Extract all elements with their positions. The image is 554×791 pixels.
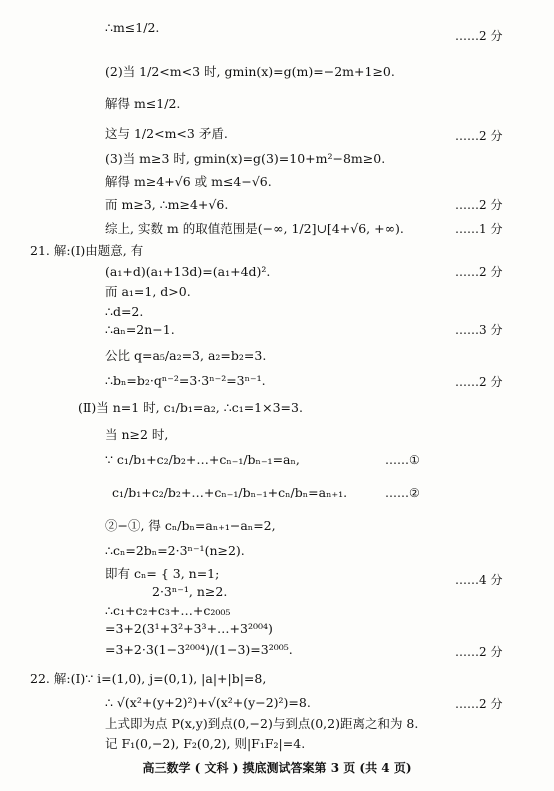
text-line: 当 n≥2 时, bbox=[105, 427, 169, 442]
text-line: =3+2·3(1−3²⁰⁰⁴)/(1−3)=3²⁰⁰⁵. bbox=[105, 642, 293, 657]
score-label: ……4 分 bbox=[455, 573, 503, 587]
text-line: ∴c₁+c₂+c₃+…+c₂₀₀₅ bbox=[105, 603, 231, 618]
score-label: ……2 分 bbox=[455, 265, 503, 279]
text-line: 综上, 实数 m 的取值范围是(−∞, 1/2]∪[4+√6, +∞). bbox=[105, 221, 404, 236]
text-line: ∴cₙ=2bₙ=2·3ⁿ⁻¹(n≥2). bbox=[105, 543, 245, 558]
text-line: (3)当 m≥3 时, gmin(x)=g(3)=10+m²−8m≥0. bbox=[105, 151, 386, 166]
score-label: ……2 分 bbox=[455, 697, 503, 711]
equation-marker: ……① bbox=[385, 453, 420, 467]
score-label: ……1 分 bbox=[455, 222, 503, 236]
text-line: ∴aₙ=2n−1. bbox=[105, 322, 175, 337]
score-label: ……2 分 bbox=[455, 198, 503, 212]
text-line: ②−①, 得 cₙ/bₙ=aₙ₊₁−aₙ=2, bbox=[105, 518, 276, 533]
text-line: 这与 1/2<m<3 矛盾. bbox=[105, 126, 228, 141]
text-line: ∴m≤1/2. bbox=[105, 20, 160, 35]
text-line: 而 m≥3, ∴m≥4+√6. bbox=[105, 197, 229, 212]
text-line: 即有 cₙ= { 3, n=1; bbox=[105, 566, 220, 581]
text-line: ∵ c₁/b₁+c₂/b₂+…+cₙ₋₁/bₙ₋₁=aₙ, bbox=[105, 452, 300, 467]
text-line: 公比 q=a₅/a₂=3, a₂=b₂=3. bbox=[105, 348, 267, 363]
score-label: ……2 分 bbox=[455, 129, 503, 143]
text-line: 而 a₁=1, d>0. bbox=[105, 284, 191, 299]
text-line: 上式即为点 P(x,y)到点(0,−2)与到点(0,2)距离之和为 8. bbox=[105, 716, 419, 731]
page-footer: 高三数学 ( 文科 ) 摸底测试答案第 3 页 (共 4 页) bbox=[142, 761, 412, 775]
text-line: (a₁+d)(a₁+13d)=(a₁+4d)². bbox=[105, 264, 271, 279]
text-line: 解得 m≥4+√6 或 m≤4−√6. bbox=[105, 174, 272, 189]
equation-marker: ……② bbox=[385, 486, 420, 500]
text-line: 2·3ⁿ⁻¹, n≥2. bbox=[152, 584, 228, 599]
score-label: ……2 分 bbox=[455, 29, 503, 43]
text-line: =3+2(3¹+3²+3³+…+3²⁰⁰⁴) bbox=[105, 621, 273, 636]
text-line: 记 F₁(0,−2), F₂(0,2), 则|F₁F₂|=4. bbox=[105, 736, 306, 751]
score-label: ……2 分 bbox=[455, 645, 503, 659]
text-line: ∴ √(x²+(y+2)²)+√(x²+(y−2)²)=8. bbox=[105, 695, 311, 710]
text-line: (Ⅱ)当 n=1 时, c₁/b₁=a₂, ∴c₁=1×3=3. bbox=[78, 400, 303, 415]
text-line: ∴bₙ=b₂·qⁿ⁻²=3·3ⁿ⁻²=3ⁿ⁻¹. bbox=[105, 373, 266, 388]
question-heading: 22. 解:(Ⅰ)∵ i=(1,0), j=(0,1), |a|+|b|=8, bbox=[30, 671, 267, 686]
text-line: (2)当 1/2<m<3 时, gmin(x)=g(m)=−2m+1≥0. bbox=[105, 64, 395, 79]
score-label: ……2 分 bbox=[455, 375, 503, 389]
text-line: c₁/b₁+c₂/b₂+…+cₙ₋₁/bₙ₋₁+cₙ/bₙ=aₙ₊₁. bbox=[112, 485, 348, 500]
text-line: ∴d=2. bbox=[105, 304, 144, 319]
question-heading: 21. 解:(Ⅰ)由题意, 有 bbox=[30, 243, 144, 258]
score-label: ……3 分 bbox=[455, 323, 503, 337]
text-line: 解得 m≤1/2. bbox=[105, 96, 181, 111]
